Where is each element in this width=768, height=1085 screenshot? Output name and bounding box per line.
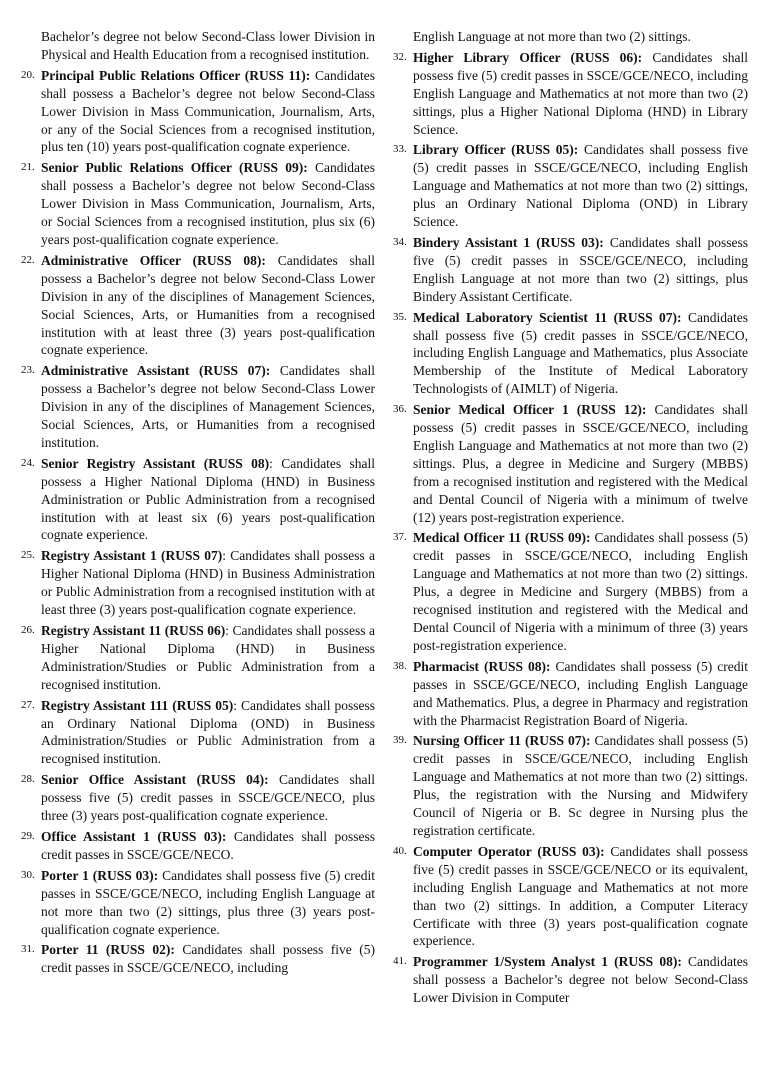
right-column	[391, 28, 748, 1010]
item-title: Medical Officer 11 (RUSS 09):	[413, 530, 591, 546]
item-body: Candidates shall possess a Bachelor’s degree not below Second-Class Lower Division in Computer	[413, 954, 748, 1006]
item-body: : Candidates shall possess a Higher National Diploma (HND) in Business Administration or Public Administration from a recognised institution with at least three (3) years post-qualification cognate experience.	[41, 548, 375, 618]
item-title: Library Officer (RUSS 05):	[413, 142, 579, 158]
item-number: 38.	[393, 659, 407, 672]
item-number: 35.	[393, 310, 407, 323]
item-body: Candidates shall possess credit passes in SSCE/GCE/NECO.	[41, 828, 375, 862]
item-title: Programmer 1/System Analyst 1 (RUSS 08):	[413, 954, 682, 970]
left-entries	[19, 67, 375, 977]
item-number: 31.	[21, 943, 35, 956]
list-item	[391, 529, 748, 654]
item-number: 25.	[21, 549, 35, 562]
item-title: Registry Assistant 11 (RUSS 06)	[41, 623, 226, 638]
item-body: Candidates shall possess a Bachelor’s degree not below Second-Class Lower Division in Mass Communication, Journalism, Arts, or any of the Social Sciences from a recognised institution, plus ten (10) years post-qualification cognate experience.	[41, 67, 375, 155]
item-body: Candidates shall possess (5) credit passes in SSCE/GCE/NECO, including English Language and Mathematics at not more than two (2) sittings. Plus, a degree in Medicine and Surgery (MBBS) from a recognised institution and registered with the Medical and Dental Council of Nigeria with a minimum of twelve (12) years post-registration experience.	[413, 402, 748, 525]
item-title: Administrative Officer (RUSS 08):	[41, 252, 266, 268]
list-item	[19, 547, 375, 619]
item-title: Senior Medical Officer 1 (RUSS 12):	[413, 402, 647, 418]
item-title: Registry Assistant 111 (RUSS 05)	[41, 697, 234, 713]
list-item	[19, 159, 375, 249]
list-item	[391, 141, 748, 231]
list-item	[391, 234, 748, 306]
item-body: Candidates shall possess (5) credit passes in SSCE/GCE/NECO, including English Language and Mathematics at not more than two (2) sittings. Plus, a degree in Medicine and Surgery (MBBS) from a recognised institution and registered with the Medical and Dental Council of Nigeria with a minimum of three (3) years post-registration experience.	[413, 530, 749, 653]
item-body: Candidates shall possess (5) credit passes in SSCE/GCE/NECO, including English Language and Mathematics at not more than two (2) sittings. Plus, the registration with the Nursing and Midwifery Council of Nigeria or B. Sc degree in Nursing plus the registration certificate.	[413, 733, 749, 838]
item-number: 37.	[393, 531, 407, 544]
item-title: Registry Assistant 1 (RUSS 07)	[41, 548, 223, 564]
item-number: 22.	[21, 253, 35, 266]
item-title: Nursing Officer 11 (RUSS 07):	[413, 733, 591, 749]
item-title: Office Assistant 1 (RUSS 03):	[41, 828, 227, 844]
item-number: 21.	[21, 161, 35, 174]
left-column	[19, 28, 375, 980]
item-number: 34.	[393, 235, 407, 248]
item-body: : Candidates shall possess an Ordinary National Diploma (OND) in Business Administration/Studies or Public Administration from a recognised institution.	[41, 697, 375, 767]
item-number: 24.	[21, 456, 35, 469]
item-body: : Candidates shall possess a Higher National Diploma (HND) in Business Administration or Public Administration from a recognised institution with at least six (6) years post-qualification cognate experience.	[41, 455, 376, 543]
list-item	[19, 622, 375, 694]
item-body: Candidates shall possess five (5) credit passes in SSCE/GCE/NECO, including English Language and Mathematics at not more than two (2) sittings, plus an Ordinary National Diploma (OND) in Library Science.	[413, 142, 748, 230]
item-body: Candidates shall possess five (5) credit passes in SSCE/GCE/NECO, including English Language at not more than two (2) sittings, plus three (3) years post-qualification cognate experience.	[41, 867, 375, 937]
item-number: 40.	[393, 844, 407, 857]
list-item	[391, 49, 748, 139]
item-number: 26.	[21, 624, 35, 636]
item-number: 29.	[21, 829, 35, 842]
item-title: Senior Office Assistant (RUSS 04):	[41, 772, 269, 788]
list-item	[19, 771, 375, 825]
item-body: Candidates shall possess five (5) credit passes in SSCE/GCE/NECO, including English Language and Mathematics at not more than two (2) sittings, plus a Higher National Diploma (HND) in Library Science.	[413, 49, 748, 137]
item-number: 39.	[393, 734, 407, 747]
item-title: Senior Public Relations Officer (RUSS 09):	[41, 160, 308, 176]
item-number: 36.	[393, 403, 407, 416]
item-number: 28.	[21, 773, 35, 786]
item-title: Administrative Assistant (RUSS 07):	[41, 363, 271, 379]
item-title: Medical Laboratory Scientist 11 (RUSS 07):	[413, 309, 682, 325]
list-item	[19, 362, 375, 452]
continuation-text: English Language at not more than two (2) sittings.	[413, 29, 691, 44]
item-title: Pharmacist (RUSS 08):	[413, 658, 551, 674]
list-item	[19, 941, 375, 977]
item-title: Principal Public Relations Officer (RUSS 11):	[41, 67, 311, 83]
item-number: 20.	[21, 68, 35, 81]
item-title: Senior Registry Assistant (RUSS 08)	[41, 455, 270, 471]
item-body: : Candidates shall possess a Higher National Diploma (HND) in Business Administration/Studies or Public Administration from a recognised institution.	[41, 623, 375, 692]
item-body: Candidates shall possess (5) credit passes in SSCE/GCE/NECO, including English Language and Mathematics. Plus, a degree in Pharmacy and registration with the Pharmacist Registration Board of Nigeria.	[413, 658, 748, 728]
list-item	[19, 697, 375, 769]
item-body: Candidates shall possess five (5) credit passes in SSCE/GCE/NECO, plus three (3) years post-qualification cognate experience.	[41, 772, 375, 824]
list-item	[19, 67, 375, 157]
list-item	[19, 828, 375, 864]
item-number: 33.	[393, 143, 407, 156]
list-item	[391, 953, 748, 1007]
item-body: Candidates shall possess five (5) credit passes in SSCE/GCE/NECO, including English Language and Mathematics, plus Associate Membership of the Institute of Medical Laboratory Technologists of (AIMLT) of Nigeria.	[413, 309, 748, 397]
item-body: Candidates shall possess five (5) credit passes in SSCE/GCE/NECO, including English Language at not more than two (2) sittings, plus Bindery Assistant Certificate.	[413, 234, 748, 304]
list-item	[391, 401, 748, 526]
item-number: 23.	[21, 364, 35, 377]
continuation-text: Bachelor’s degree not below Second-Class lower Division in Physical and Health Education from a recognised institution.	[41, 29, 375, 62]
list-item	[391, 658, 748, 730]
item-body: Candidates shall possess a Bachelor’s degree not below Second-Class Lower Division in any of the disciplines of Management Sciences, Social Sciences, Arts, or Humanities from a recognised institution.	[41, 363, 376, 450]
list-item	[391, 843, 748, 950]
item-title: Computer Operator (RUSS 03):	[413, 843, 605, 859]
list-item	[19, 455, 375, 545]
list-item	[391, 309, 748, 399]
item-body: Candidates shall possess five (5) credit passes in SSCE/GCE/NECO or its equivalent, including English Language and Mathematics at not more than two (2) sittings. In addition, a Computer Literacy Certificate with three (3) years post-qualification cognate experience.	[413, 843, 748, 949]
right-entries	[391, 49, 748, 1007]
item-number: 30.	[21, 868, 35, 881]
item-body: Candidates shall possess a Bachelor’s degree not below Second-Class Lower Division in any of the disciplines of Management Sciences, Social Sciences, Arts, or Humanities from a recognised institution with at least three (3) years post-qualification cognate experience.	[41, 252, 376, 358]
list-item	[19, 252, 375, 359]
item-number: 32.	[393, 50, 407, 63]
item-body: Candidates shall possess a Bachelor’s degree not below Second-Class Lower Division in Mass Communication, Journalism, Arts, or Social Sciences from a recognised institution, plus six (6) years post-qualification cognate experience.	[41, 160, 375, 247]
list-item	[19, 867, 375, 939]
item-title: Porter 11 (RUSS 02):	[41, 942, 175, 958]
item-number: 27.	[21, 698, 35, 711]
item-title: Bindery Assistant 1 (RUSS 03):	[413, 234, 604, 250]
item-number: 41.	[393, 955, 407, 968]
item-title: Porter 1 (RUSS 03):	[41, 867, 159, 883]
list-item	[391, 732, 748, 839]
item-body: Candidates shall possess five (5) credit passes in SSCE/GCE/NECO, including	[41, 942, 375, 976]
item-title: Higher Library Officer (RUSS 06):	[413, 49, 643, 65]
